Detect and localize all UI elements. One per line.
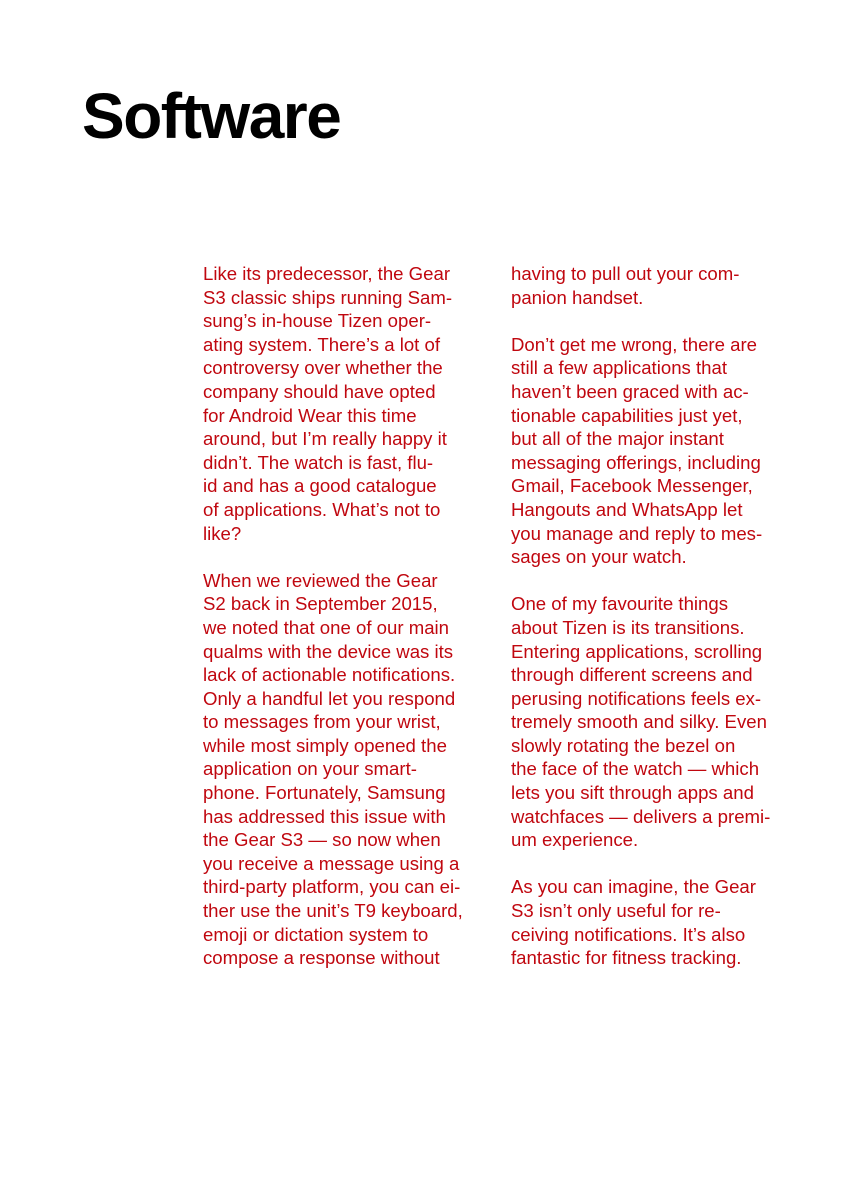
text-line: S3 classic ships running Sam- [203, 286, 453, 308]
text-line: Only a handful let you respond [203, 687, 456, 709]
text-line: S3 isn’t only useful for re- [511, 900, 721, 922]
text-line: phone. Fortunately, Samsung [203, 782, 446, 804]
text-line: qualms with the device was its [203, 640, 454, 662]
text-line: One of my favourite things [511, 593, 729, 615]
text-line: having to pull out your com- [511, 263, 740, 284]
text-line: controversy over whether the [203, 357, 443, 379]
text-line: lets you sift through apps and [511, 782, 754, 804]
text-line: fantastic for fitness tracking. [511, 947, 742, 969]
paragraph [511, 875, 801, 969]
text-line: to messages from your wrist, [203, 711, 441, 733]
text-line: but all of the major instant [511, 428, 724, 450]
text-line: third-party platform, you can ei- [203, 876, 461, 898]
text-line: slowly rotating the bezel on [511, 734, 736, 756]
text-line: Like its predecessor, the Gear [203, 263, 451, 284]
paragraph [511, 262, 801, 309]
text-line: of applications. What’s not to [203, 498, 441, 520]
text-line: still a few applications that [511, 357, 728, 379]
text-line: like? [203, 522, 242, 544]
text-line: Gmail, Facebook Messenger, [511, 475, 753, 497]
text-line: we noted that one of our main [203, 616, 450, 638]
text-line: about Tizen is its transitions. [511, 616, 745, 638]
text-line: the Gear S3 — so now when [203, 829, 441, 851]
text-line: Hangouts and WhatsApp let [511, 498, 743, 520]
text-line: id and has a good catalogue [203, 475, 437, 497]
text-line: didn’t. The watch is fast, flu- [203, 451, 434, 473]
text-line: Don’t get me wrong, there are [511, 333, 757, 355]
text-line: around, but I’m really happy it [203, 428, 447, 450]
text-line: perusing notifications feels ex- [511, 687, 762, 709]
text-line: tionable capabilities just yet, [511, 404, 743, 426]
left-column [203, 262, 493, 993]
text-line: you receive a message using a [203, 852, 460, 874]
text-line: watchfaces — delivers a premi- [511, 805, 771, 827]
text-line: has addressed this issue with [203, 805, 446, 827]
text-line: haven’t been graced with ac- [511, 380, 749, 402]
right-column [511, 262, 801, 993]
text-line: messaging offerings, including [511, 451, 761, 473]
text-line: panion handset. [511, 286, 644, 308]
text-line: company should have opted [203, 380, 436, 402]
text-line: lack of actionable notifications. [203, 664, 456, 686]
text-line: through different screens and [511, 664, 753, 686]
text-line: ther use the unit’s T9 keyboard, [203, 900, 463, 922]
text-line: application on your smart- [203, 758, 417, 780]
text-line: while most simply opened the [203, 734, 447, 756]
text-line: As you can imagine, the Gear [511, 876, 756, 898]
text-line: the face of the watch — which [511, 758, 760, 780]
page-title: Software [82, 80, 341, 152]
text-line: for Android Wear this time [203, 404, 417, 426]
text-line: ceiving notifications. It’s also [511, 923, 746, 945]
text-line: sages on your watch. [511, 546, 687, 568]
paragraph [203, 262, 493, 545]
text-line: Entering applications, scrolling [511, 640, 763, 662]
text-line: tremely smooth and silky. Even [511, 711, 767, 733]
text-line: emoji or dictation system to [203, 923, 429, 945]
text-line: um experience. [511, 829, 639, 851]
text-line: S2 back in September 2015, [203, 593, 438, 615]
paragraph [511, 333, 801, 569]
text-line: ating system. There’s a lot of [203, 333, 441, 355]
text-line: When we reviewed the Gear [203, 569, 438, 591]
paragraph [203, 569, 493, 970]
paragraph [511, 592, 801, 852]
text-line: compose a response without [203, 947, 440, 969]
text-line: sung’s in-house Tizen oper- [203, 310, 432, 332]
text-line: you manage and reply to mes- [511, 522, 763, 544]
